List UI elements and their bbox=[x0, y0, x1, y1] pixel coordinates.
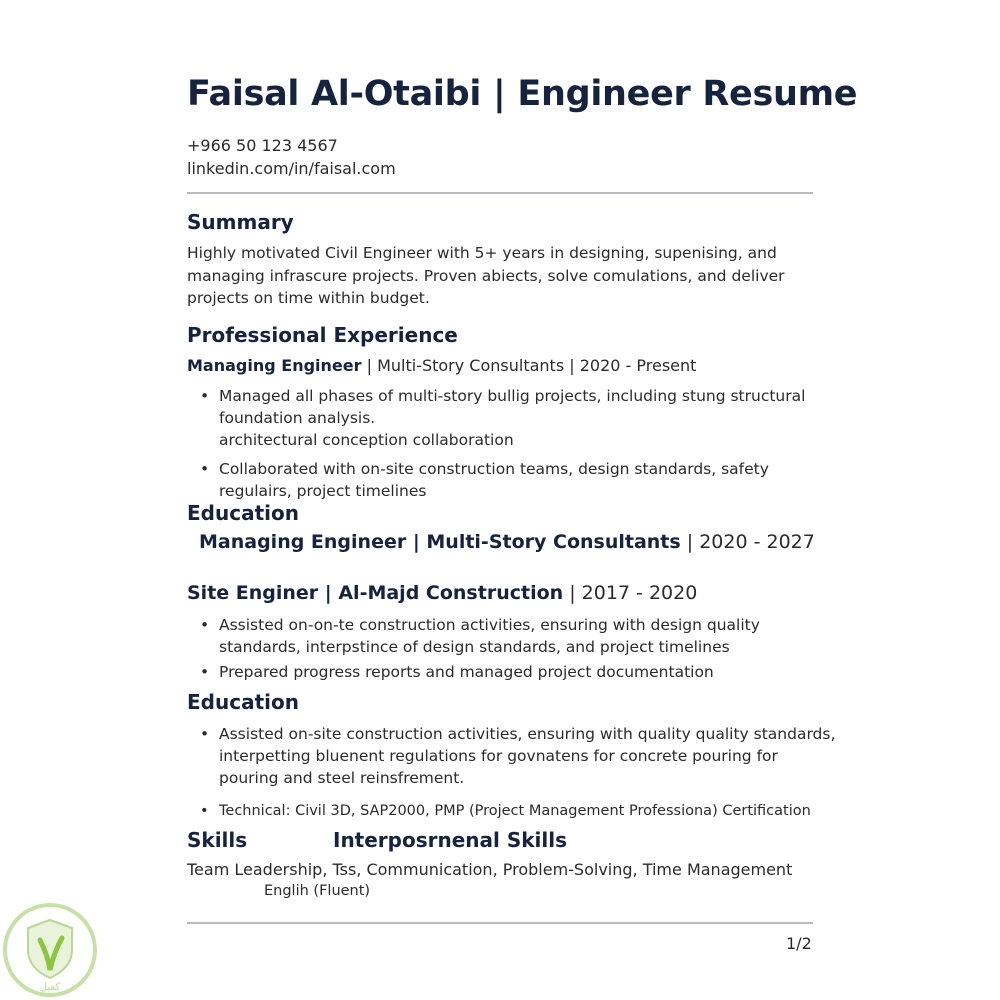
title-separator: | bbox=[492, 74, 506, 114]
site-job-bullet-2: • Prepared progress reports and managed project documentation bbox=[200, 661, 839, 683]
logo-text: كفيل bbox=[39, 982, 61, 993]
site-job-line bbox=[187, 582, 697, 604]
job1-bullet-2: • Collaborated with on-site construction teams, design standards, safety regulairs, project timelines bbox=[200, 458, 839, 502]
education2-bullet-1: • Assisted on-site construction activities, ensuring with quality quality standards, interpetting bluenent regulations for govnatens for concrete pouring for pouring and steel reinsfrement. bbox=[200, 723, 839, 789]
job1-line bbox=[187, 356, 696, 375]
skills-heading: Skills bbox=[187, 828, 248, 852]
interpersonal-skills-heading: Interposrnenal Skills bbox=[333, 828, 568, 852]
education1-line bbox=[199, 531, 815, 553]
job1-title: Managing Engineer bbox=[187, 356, 362, 375]
header-divider bbox=[187, 192, 813, 194]
education1-dates: | 2020 - 2027 bbox=[686, 531, 815, 553]
skills-list: Team Leadership, Tss, Communication, Problem-Solving, Time Management bbox=[187, 860, 793, 879]
page-number: 1/2 bbox=[786, 934, 812, 953]
education-heading-1: Education bbox=[187, 501, 299, 525]
education1-title: Managing Engineer | Multi-Story Consultants bbox=[199, 531, 681, 553]
site-job-dates: | 2017 - 2020 bbox=[569, 582, 698, 604]
name-text: Faisal Al-Otaibi bbox=[187, 74, 482, 114]
footer-divider bbox=[187, 922, 813, 924]
job1-extra-line: architectural conception collaboration bbox=[219, 431, 514, 449]
summary-heading: Summary bbox=[187, 210, 294, 234]
job1-bullet-1: • Managed all phases of multi-story bullig projects, including stung structural foundation analysis. bbox=[200, 385, 839, 429]
experience-heading: Professional Experience bbox=[187, 323, 458, 347]
shield-logo-icon bbox=[0, 900, 100, 1000]
job1-details: | Multi-Story Consultants | 2020 - Present bbox=[366, 356, 697, 375]
resume-title bbox=[187, 74, 857, 114]
phone-number: +966 50 123 4567 bbox=[187, 136, 338, 155]
summary-text: Highly motivated Civil Engineer with 5+ years in designing, supenising, and managing infrascure projects. Proven abiects, solve comulations, and deliver projects on time within budget. bbox=[187, 244, 785, 307]
site-job-bullet-1: • Assisted on-on-te construction activities, ensuring with design quality standards, interpstince of design standards, and project timelines bbox=[200, 614, 779, 658]
site-job-title: Site Enginer | Al-Majd Construction bbox=[187, 582, 564, 604]
education-heading-2: Education bbox=[187, 690, 299, 714]
role-text: Engineer Resume bbox=[517, 74, 858, 114]
language-skill: Englih (Fluent) bbox=[264, 883, 371, 899]
linkedin-link[interactable]: linkedin.com/in/faisal.com bbox=[187, 159, 396, 178]
education2-bullet-2: • Technical: Civil 3D, SAP2000, PMP (Project Management Professiona) Certification bbox=[200, 800, 839, 822]
